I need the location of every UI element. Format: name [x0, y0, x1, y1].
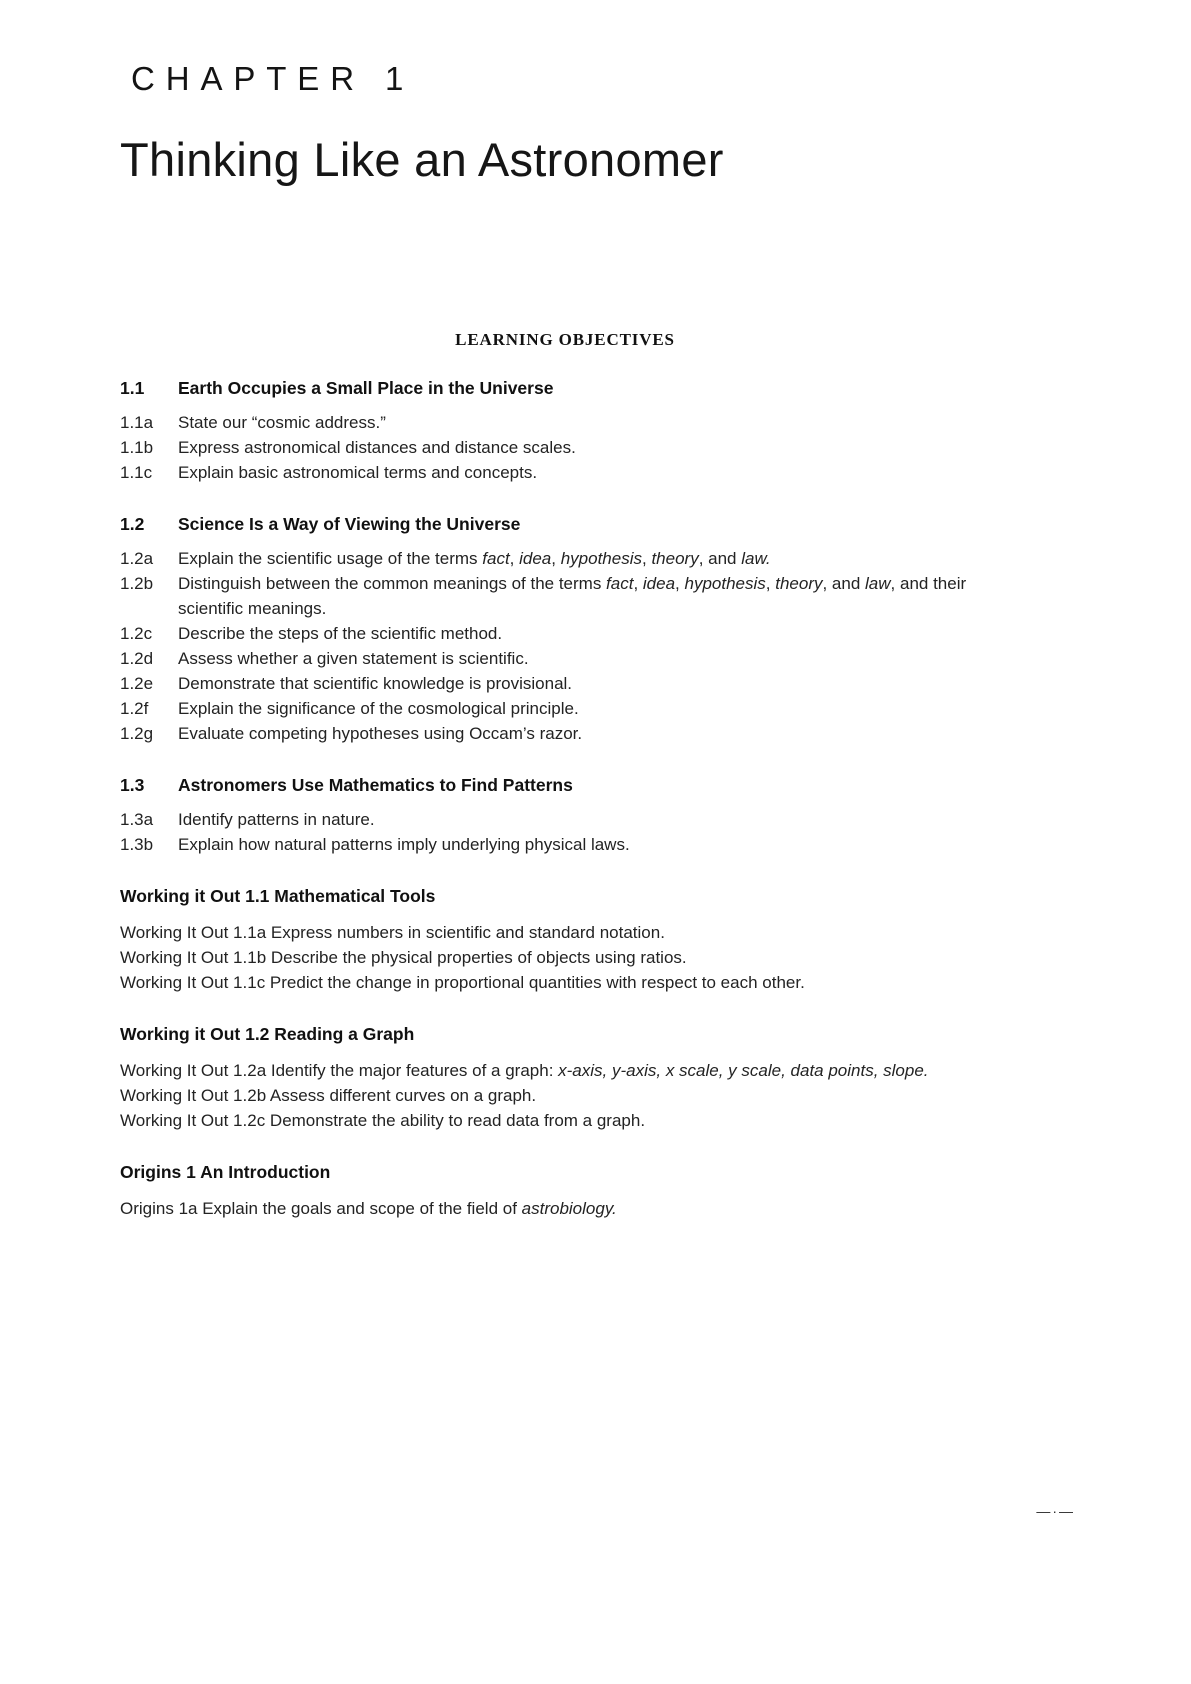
- objective-text: [178, 696, 1010, 721]
- block-heading: Origins 1 An Introduction: [120, 1162, 331, 1182]
- block-paragraph: [120, 1196, 1010, 1221]
- objective-label: 1.1a: [120, 413, 154, 432]
- text-run: , and their scientific meanings.: [178, 574, 967, 618]
- section-heading: [120, 376, 1010, 400]
- text-run: Assess whether a given statement is scientific.: [178, 649, 529, 668]
- block-paragraph: [120, 1058, 1010, 1083]
- block-paragraph: [120, 945, 1010, 970]
- text-run: Working It Out 1.1a Express numbers in scientific and standard notation.: [120, 923, 665, 942]
- block-heading: Working it Out 1.1 Mathematical Tools: [120, 886, 436, 906]
- block-heading: Working it Out 1.2 Reading a Graph: [120, 1024, 415, 1044]
- objective-section: [120, 376, 1010, 485]
- objective-text: [178, 621, 1010, 646]
- block-section: [120, 884, 1010, 995]
- section-number: 1.3: [120, 775, 145, 795]
- italic-term: fact: [482, 549, 510, 568]
- text-run: ,: [642, 549, 652, 568]
- objective-text: [178, 807, 1010, 832]
- learning-objectives-heading: LEARNING OBJECTIVES: [455, 330, 675, 349]
- objective-label: 1.2a: [120, 549, 154, 568]
- block-section: [120, 1160, 1010, 1221]
- text-run: Working It Out 1.2c Demonstrate the ability to read data from a graph.: [120, 1111, 646, 1130]
- italic-term: law: [865, 574, 891, 593]
- italic-term: theory: [775, 574, 823, 593]
- italic-term: hypothesis: [684, 574, 766, 593]
- text-run: Describe the steps of the scientific method.: [178, 624, 503, 643]
- block-paragraph: [120, 970, 1010, 995]
- section-heading: [120, 773, 1010, 797]
- objective-item: [120, 696, 1010, 721]
- section-number: 1.1: [120, 378, 145, 398]
- text-run: ,: [633, 574, 643, 593]
- objective-label: 1.1b: [120, 438, 154, 457]
- italic-term: theory: [651, 549, 699, 568]
- italic-term: hypothesis: [560, 549, 642, 568]
- objective-item: [120, 621, 1010, 646]
- objective-text: [178, 571, 1010, 621]
- italic-term: law.: [741, 549, 771, 568]
- block-paragraph: [120, 920, 1010, 945]
- text-run: Express astronomical distances and distance scales.: [178, 438, 576, 457]
- text-run: ,: [675, 574, 685, 593]
- text-run: , and: [822, 574, 866, 593]
- objective-item: [120, 646, 1010, 671]
- section-title: Earth Occupies a Small Place in the Universe: [178, 378, 554, 398]
- section-title: Astronomers Use Mathematics to Find Patterns: [178, 775, 573, 795]
- objective-label: 1.2g: [120, 724, 154, 743]
- text-run: Explain basic astronomical terms and concepts.: [178, 463, 538, 482]
- objective-label: 1.3a: [120, 810, 154, 829]
- text-run: Working It Out 1.1b Describe the physical properties of objects using ratios.: [120, 948, 687, 967]
- section-number: 1.2: [120, 514, 145, 534]
- objective-label: 1.2e: [120, 674, 154, 693]
- objective-text: [178, 671, 1010, 696]
- objective-section: [120, 512, 1010, 746]
- objective-item: [120, 571, 1010, 621]
- text-run: Identify patterns in nature.: [178, 810, 375, 829]
- objective-text: [178, 435, 1010, 460]
- block-paragraph: [120, 1083, 1010, 1108]
- text-run: Evaluate competing hypotheses using Occam’s razor.: [178, 724, 583, 743]
- objective-text: [178, 721, 1010, 746]
- text-run: Working It Out 1.2a Identify the major features of a graph:: [120, 1061, 559, 1080]
- objective-label: 1.2f: [120, 699, 149, 718]
- text-run: , and: [698, 549, 742, 568]
- block-paragraph: [120, 1108, 1010, 1133]
- objective-label: 1.1c: [120, 463, 153, 482]
- text-run: Explain the significance of the cosmological principle.: [178, 699, 579, 718]
- objective-label: 1.2c: [120, 624, 153, 643]
- objective-text: [178, 410, 1010, 435]
- objective-label: 1.2d: [120, 649, 154, 668]
- objective-section: [120, 773, 1010, 857]
- text-run: Explain the scientific usage of the terms: [178, 549, 483, 568]
- objective-item: [120, 807, 1010, 832]
- text-run: State our “cosmic address.”: [178, 413, 386, 432]
- objectives-column: [120, 330, 1010, 1221]
- italic-term: fact: [606, 574, 634, 593]
- objective-item: [120, 671, 1010, 696]
- italic-term: idea: [642, 574, 676, 593]
- text-run: ,: [551, 549, 561, 568]
- section-heading: [120, 512, 1010, 536]
- italic-term: x-axis, y-axis, x scale, y scale, data points, slope.: [558, 1061, 929, 1080]
- section-title: Science Is a Way of Viewing the Universe: [178, 514, 521, 534]
- objective-text: [178, 460, 1010, 485]
- italic-term: idea: [519, 549, 552, 568]
- objective-item: [120, 546, 1010, 571]
- text-run: ,: [509, 549, 520, 568]
- objective-label: 1.3b: [120, 835, 154, 854]
- text-run: Working It Out 1.2b Assess different curves on a graph.: [120, 1086, 537, 1105]
- objective-label: 1.2b: [120, 574, 154, 593]
- text-run: Working It Out 1.1c Predict the change in proportional quantities with respect to each other.: [120, 973, 805, 992]
- objective-item: [120, 435, 1010, 460]
- objective-item: [120, 832, 1010, 857]
- objective-text: [178, 646, 1010, 671]
- objective-item: [120, 410, 1010, 435]
- objective-item: [120, 460, 1010, 485]
- page-footer-mark: —·—: [1036, 1503, 1075, 1519]
- italic-term: astrobiology.: [521, 1199, 617, 1218]
- objective-item: [120, 721, 1010, 746]
- text-run: Explain how natural patterns imply underlying physical laws.: [178, 835, 630, 854]
- text-run: Distinguish between the common meanings of the terms: [178, 574, 607, 593]
- page-title: Thinking Like an Astronomer: [120, 133, 724, 186]
- chapter-label: CHAPTER 1: [131, 60, 415, 97]
- text-run: ,: [765, 574, 776, 593]
- objective-text: [178, 832, 1010, 857]
- block-section: [120, 1022, 1010, 1133]
- objective-text: [178, 546, 1010, 571]
- objectives-content: [120, 376, 1010, 1221]
- text-run: Demonstrate that scientific knowledge is provisional.: [178, 674, 573, 693]
- text-run: Origins 1a Explain the goals and scope of the field of: [120, 1199, 522, 1218]
